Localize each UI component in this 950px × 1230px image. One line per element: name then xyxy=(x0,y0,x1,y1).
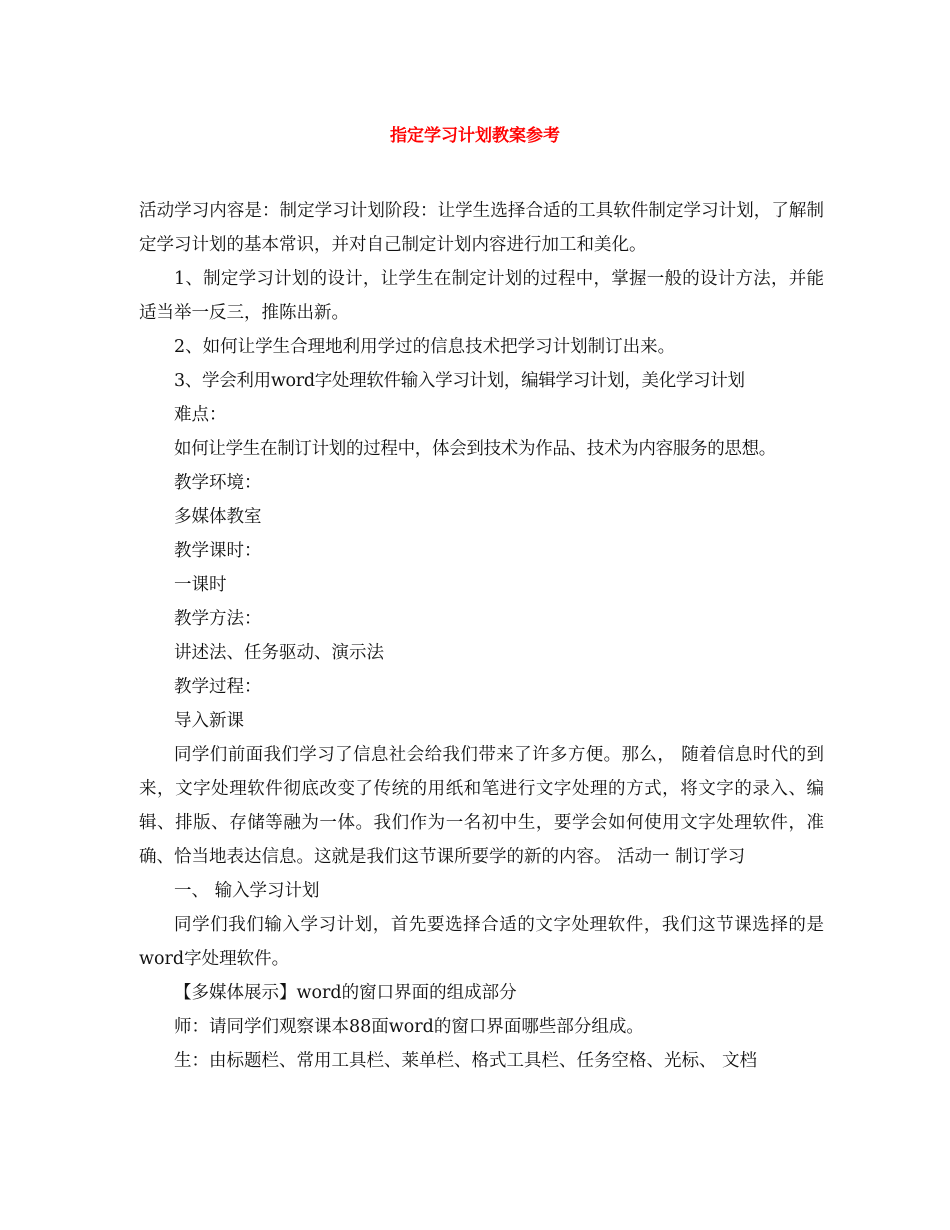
paragraph-process-heading: 教学过程： xyxy=(174,677,262,697)
paragraph-teacher-question: 师：请同学们观察课本88面word的窗口界面哪些部分组成。 xyxy=(174,1017,644,1037)
paragraph-section-one: 一、 输入学习计划 xyxy=(174,881,320,901)
paragraph-hours-text: 一课时 xyxy=(174,575,227,595)
paragraph-intro-text: 同学们前面我们学习了信息社会给我们带来了许多方便。那么， 随着信息时代的到来，文字处理软件彻底改变了传统的用纸和笔进行文字处理的方式，将文字的录入、编辑、排版、存储等融为一体。我们作为一名初中生，要学会如何使用文字处理软件，准确、恰当地表达信息。这就是我们这节课所要学的新的内容。 活动一 制订学习 xyxy=(139,745,824,867)
document-body xyxy=(139,194,824,1078)
paragraph-intro-heading: 导入新课 xyxy=(174,711,244,731)
paragraph-difficulty-heading: 难点： xyxy=(174,405,227,425)
paragraph-item-2: 2、如何让学生合理地利用学过的信息技术把学习计划制订出来。 xyxy=(174,337,676,357)
paragraph-software-choice: 同学们我们输入学习计划，首先要选择合适的文字处理软件，我们这节课选择的是word字处理软件。 xyxy=(139,915,824,969)
paragraph-method-heading: 教学方法： xyxy=(174,609,262,629)
paragraph-hours-heading: 教学课时： xyxy=(174,541,262,561)
paragraph-multimedia-show: 【多媒体展示】word的窗口界面的组成部分 xyxy=(174,983,517,1003)
paragraph-difficulty-text: 如何让学生在制订计划的过程中，体会到技术为作品、技术为内容服务的思想。 xyxy=(174,439,776,459)
document-title: 指定学习计划教案参考 xyxy=(390,126,560,146)
paragraph-environment-heading: 教学环境： xyxy=(174,473,262,493)
paragraph-method-text: 讲述法、任务驱动、演示法 xyxy=(174,643,384,663)
paragraph-student-answer: 生：由标题栏、常用工具栏、莱单栏、格式工具栏、任务空格、光标、 文档 xyxy=(174,1051,758,1071)
paragraph-environment-text: 多媒体教室 xyxy=(174,507,262,527)
paragraph-item-3: 3、学会利用word字处理软件输入学习计划，编辑学习计划，美化学习计划 xyxy=(174,371,745,391)
paragraph-item-1: 1、制定学习计划的设计，让学生在制定计划的过程中，掌握一般的设计方法，并能适当举一反三，推陈出新。 xyxy=(139,269,824,323)
paragraph-activity-content: 活动学习内容是：制定学习计划阶段：让学生选择合适的工具软件制定学习计划，了解制定学习计划的基本常识，并对自己制定计划内容进行加工和美化。 xyxy=(139,201,824,255)
